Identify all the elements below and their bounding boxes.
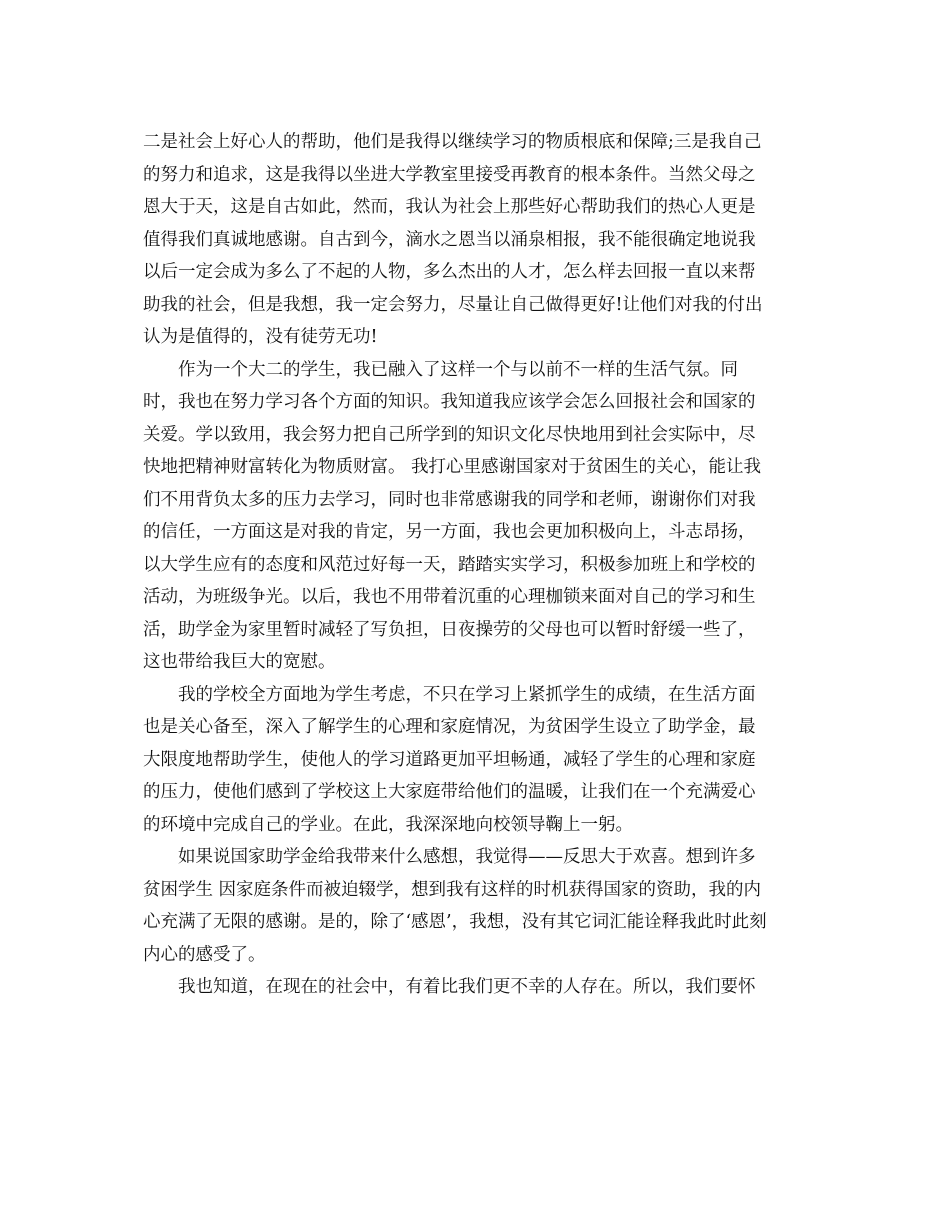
text-line: 关爱。学以致用，我会努力把自己所学到的知识文化尽快地用到社会实际中，尽 <box>143 424 756 445</box>
paragraph-5 <box>143 971 808 1004</box>
text-line: 的信任，一方面这是对我的肯定，另一方面，我也会更加积极向上，斗志昂扬， <box>143 522 756 542</box>
text-line: 内心的感受了。 <box>143 944 266 965</box>
text-line: 活动，为班级争光。以后，我也不用带着沉重的心理枷锁来面对自己的学习和生 <box>143 587 756 607</box>
text-line: 我的学校全方面地为学生考虑，不只在学习上紧抓学生的成绩，在生活方面 <box>178 684 756 705</box>
document-body <box>143 126 808 1004</box>
text-line: 值得我们真诚地感谢。自古到今，滴水之恩当以涌泉相报，我不能很确定地说我 <box>143 229 756 250</box>
text-line: 快地把精神财富转化为物质财富。 我打心里感谢国家对于贫困生的关心，能让我 <box>143 457 762 477</box>
paragraph-4 <box>143 841 808 971</box>
text-line: 这也带给我巨大的宽慰。 <box>143 652 336 672</box>
text-line: 如果说国家助学金给我带来什么感想，我觉得——反思大于欢喜。想到许多 <box>178 847 756 867</box>
text-line: 我也知道，在现在的社会中，有着比我们更不幸的人存在。所以，我们要怀 <box>178 977 756 997</box>
text-line: 二是社会上好心人的帮助，他们是我得以继续学习的物质根底和保障;三是我自己 <box>143 132 762 152</box>
paragraph-1 <box>143 126 808 354</box>
text-line: 以后一定会成为多么了不起的人物，多么杰出的人才，怎么样去回报一直以来帮 <box>143 262 756 282</box>
text-line: 认为是值得的，没有徒劳无功! <box>143 327 378 347</box>
paragraph-2 <box>143 354 808 679</box>
text-line: 心充满了无限的感谢。是的，除了‘感恩’，我想，没有其它词汇能诠释我此时此刻 <box>143 912 767 932</box>
text-line: 大限度地帮助学生，使他人的学习道路更加平坦畅通，减轻了学生的心理和家庭 <box>143 749 756 770</box>
paragraph-3 <box>143 679 808 842</box>
text-line: 贫困学生 因家庭条件而被迫辍学，想到我有这样的时机获得国家的资助，我的内 <box>143 879 762 900</box>
text-line: 的环境中完成自己的学业。在此，我深深地向校领导鞠上一躬。 <box>143 814 633 835</box>
text-line: 的压力，使他们感到了学校这上大家庭带给他们的温暖，让我们在一个充满爱心 <box>143 782 756 802</box>
text-line: 时，我也在努力学习各个方面的知识。我知道我应该学会怎么回报社会和国家的 <box>143 392 756 412</box>
text-line: 助我的社会，但是我想，我一定会努力，尽量让自己做得更好!让他们对我的付出 <box>143 294 763 315</box>
text-line: 也是关心备至，深入了解学生的心理和家庭情况，为贫困学生设立了助学金，最 <box>143 717 756 737</box>
text-line: 恩大于天，这是自古如此，然而，我认为社会上那些好心帮助我们的热心人更是 <box>143 197 756 217</box>
text-line: 活，助学金为家里暂时减轻了写负担，日夜操劳的父母也可以暂时舒缓一些了， <box>143 619 756 640</box>
text-line: 作为一个大二的学生，我已融入了这样一个与以前不一样的生活气氛。同 <box>178 359 738 380</box>
text-line: 以大学生应有的态度和风范过好每一天，踏踏实实学习，积极参加班上和学校的 <box>143 554 756 575</box>
text-line: 的努力和追求，这是我得以坐进大学教室里接受再教育的根本条件。当然父母之 <box>143 164 756 185</box>
text-line: 们不用背负太多的压力去学习，同时也非常感谢我的同学和老师，谢谢你们对我 <box>143 489 756 510</box>
